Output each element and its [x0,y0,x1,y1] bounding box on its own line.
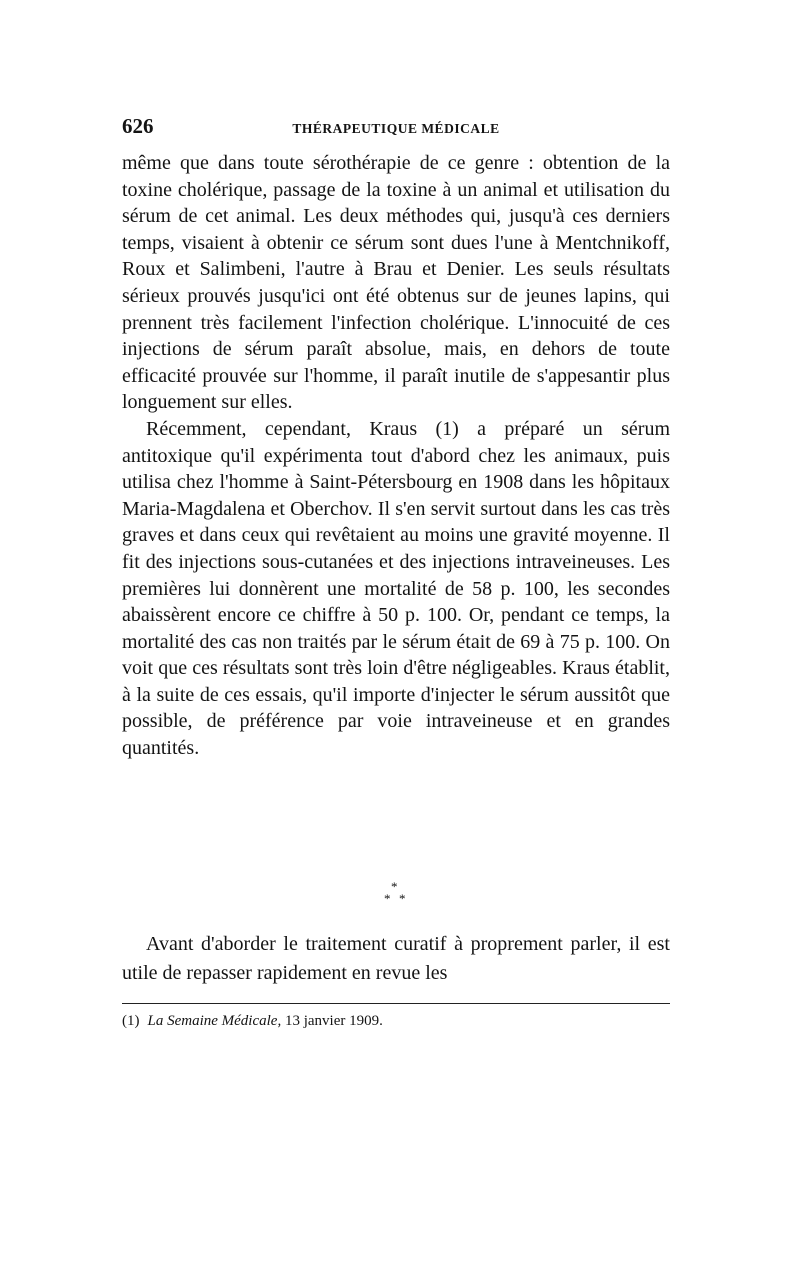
footnote-journal: La Semaine Médicale, [147,1013,282,1029]
paragraph-1: même que dans toute sérothérapie de ce genre : obtention de la toxine cholérique, passage de la toxine à un animal et utilisation du sérum de cet animal. Les deux méthodes qui, jusqu'à ces derniers temps, visaient à obtenir ce sérum sont dues l'une à Mentchnikoff, Roux et Salimbeni, l'autre à Brau et Denier. Les seuls résultats sérieux prouvés jusqu'ici ont été obtenus sur de jeunes lapins, qui prennent très facilement l'infection cholérique. L'innocuité de ces injections de sérum paraît absolue, mais, en dehors de toute efficacité prouvée sur l'homme, il paraît inutile de s'appesantir plus longuement sur elles. [122,152,670,414]
page-number: 626 [122,114,154,138]
closing-text [122,930,670,988]
asterism-divider [360,880,440,920]
running-title: THÉRAPEUTIQUE MÉDICALE [292,121,500,136]
asterism-star-right: * [399,891,406,906]
body-text [122,150,670,762]
footnote-marker: (1) [122,1013,140,1029]
footnote-rule [122,1003,670,1004]
paragraph-3: Avant d'aborder le traitement curatif à proprement parler, il est utile de repasser rapidement en revue les [122,933,670,984]
page-header [122,114,670,144]
footnote-date: 13 janvier 1909. [284,1013,383,1029]
asterism-star-left: * [384,891,391,906]
paragraph-2: Récemment, cependant, Kraus (1) a préparé un sérum antitoxique qu'il expérimenta tout d'abord chez les animaux, puis utilisa chez l'homme à Saint-Pétersbourg en 1908 dans les hôpitaux Maria-Magdalena et Oberchov. Il s'en servit surtout dans les cas très graves et dans ceux qui revêtaient au moins une gravité moyenne. Il fit des injections sous-cutanées et des injections intraveineuses. Les premières lui donnèrent une mortalité de 58 p. 100, les secondes abaissèrent encore ce chiffre à 50 p. 100. Or, pendant ce temps, la mortalité des cas non traités par le sérum était de 69 à 75 p. 100. On voit que ces résultats sont très loin d'être négligeables. Kraus établit, à la suite de ces essais, qu'il importe d'injecter le sérum aussitôt que possible, de préférence par voie intraveineuse et en grandes quantités. [122,417,670,760]
asterism-star-top: * [391,879,398,894]
footnote [122,1011,670,1031]
